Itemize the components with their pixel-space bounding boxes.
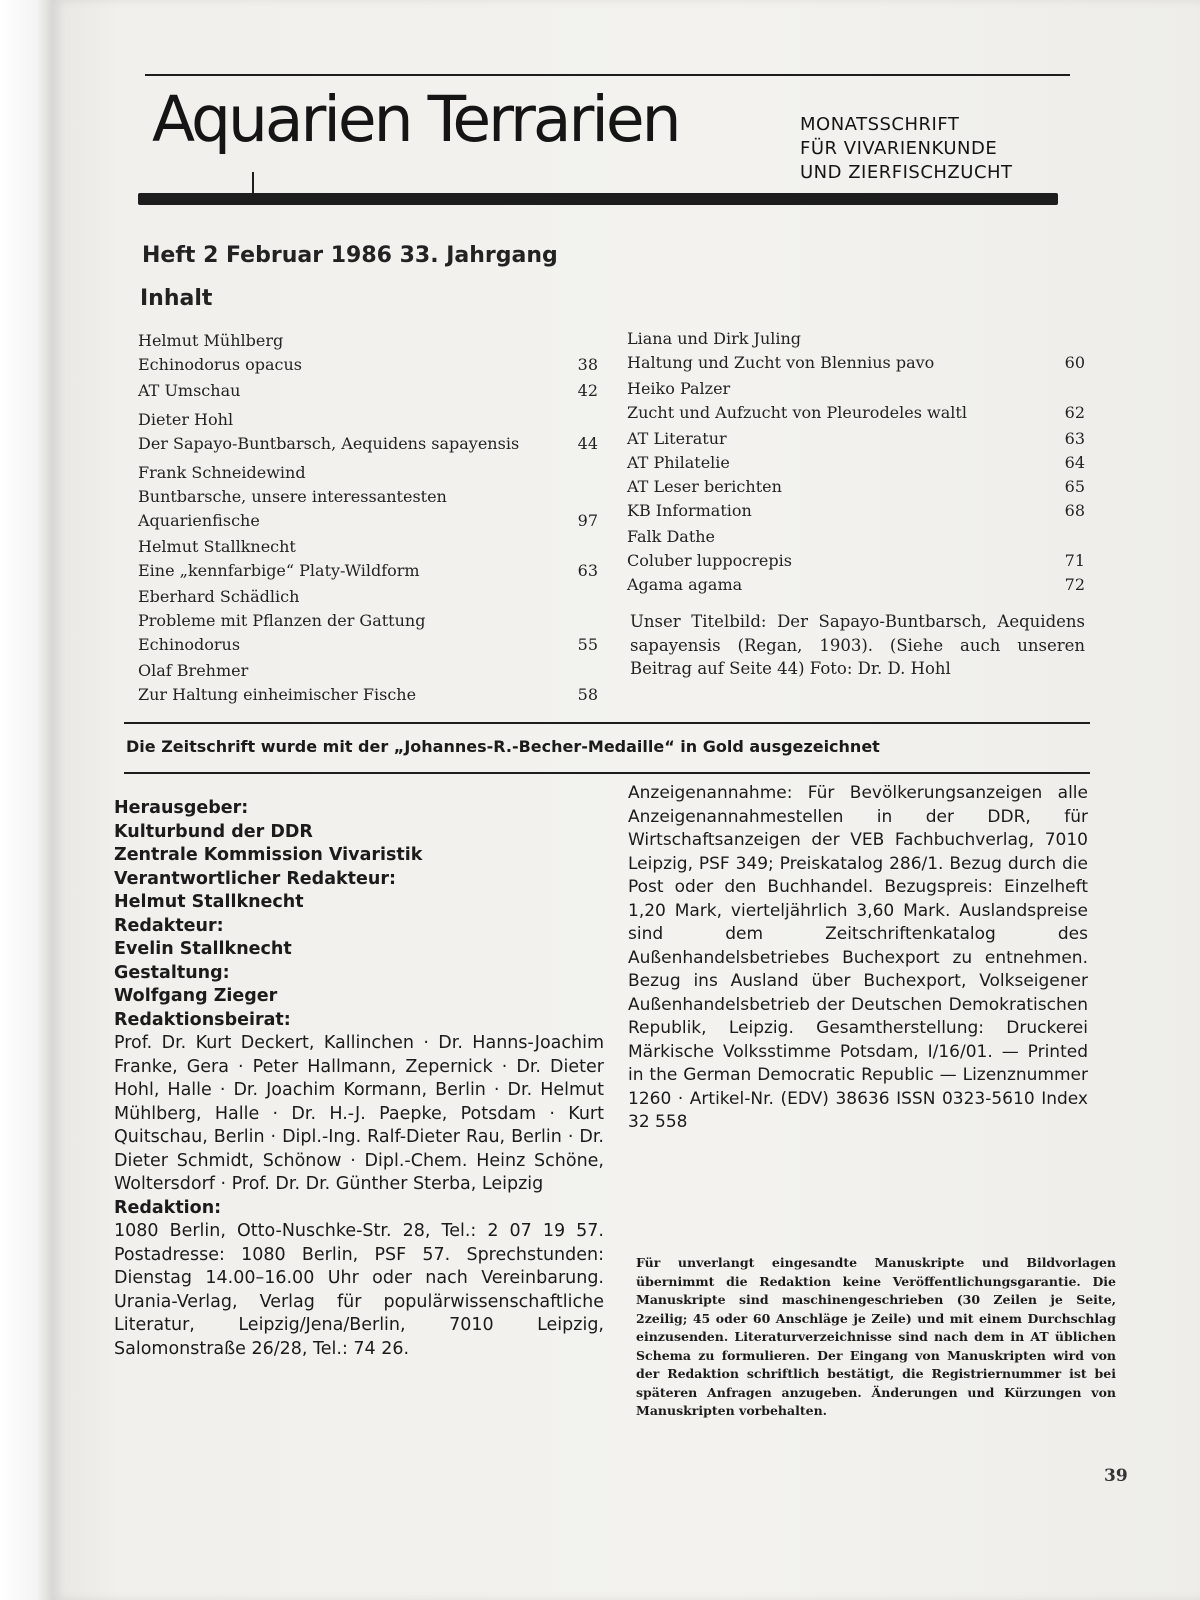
toc-page: 72 [1064,575,1085,594]
toc-author: Olaf Brehmer [138,661,249,680]
toc-title: Eine „kennfarbige“ Platy-Wildform [138,561,420,580]
toc-title: Aquarienfische [138,511,260,530]
manuscript-notice: Für unverlangt eingesandte Manuskripte und Bildvorlagen übernimmt die Redaktion keine Veröffentlichungsgarantie. Die Manuskripte sind maschinengeschrieben (30 Zeilen je Seite, 2zeilig; 45 oder 60 Anschläge je Zeile) und mit einem Durchschlag einzusenden. Literaturverzeichnisse sind nach dem in AT üblichen Schema zu formulieren. Der Eingang von Manuskripten wird von der Redaktion schriftlich bestätigt, die Registriernummer ist bei späteren Anfragen anzugeben. Änderungen und Kürzungen von Manuskripten vorbehalten. [636,1255,1116,1418]
toc-author: Dieter Hohl [138,410,234,429]
toc-title: Probleme mit Pflanzen der Gattung [138,611,426,630]
toc-entry [627,499,1085,523]
toc-author: Helmut Stallknecht [138,537,296,556]
design: Wolfgang Zieger [114,986,278,1006]
toc-entry [138,659,598,707]
toc-title: AT Leser berichten [627,477,782,496]
toc-title: Coluber luppocrepis [627,551,792,570]
toc-title: AT Philatelie [627,453,730,472]
office-details: 1080 Berlin, Otto-Nuschke-Str. 28, Tel.: 2 07 19 57. Postadresse: 1080 Berlin, PSF 57. Sprechstunden: Dienstag 14.00–16.00 Uhr oder nach Vereinbarung. Urania-Verlag, Verlag für populärwissenschaftliche Literatur, Leipzig/Jena/Berlin, 7010 Leipzig, Salomonstraße 26/28, Tel.: 74 26. [114,1221,604,1359]
masthead-top-rule [145,74,1070,76]
toc-entry [627,475,1085,499]
toc-entry [138,379,598,403]
toc-author: Helmut Mühlberg [138,331,284,350]
office-label: Redaktion: [114,1197,222,1218]
toc-page: 42 [577,381,598,400]
magazine-title: Aquarien Terrarien [152,83,679,156]
cover-caption: Unser Titelbild: Der Sapayo-Buntbarsch, Aequidens sapayensis (Regan, 1903). (Siehe auch unseren Beitrag auf Seite 44) Foto: Dr. D. Hohl [630,612,1085,678]
issue-line: Heft 2 Februar 1986 33. Jahrgang [142,243,558,268]
toc-title: Zur Haltung einheimischer Fische [138,685,417,704]
imprint-right: Anzeigenannahme: Für Bevölkerungsanzeigen alle Anzeigenannahmestellen in der DDR, für Wirtschaftsanzeigen der VEB Fachbuchverlag, 7010 Leipzig, PSF 349; Preiskatalog 286/1. Bezug durch die Post oder den Buchhandel. Bezugspreis: Einzelheft 1,20 Mark, vierteljährlich 3,60 Mark. Auslandspreise sind dem Zeitschriftenkatalog des Außenhandelsbetriebes Buchexport zu entnehmen. Bezug ins Ausland über Buchexport, Volkseigener Außenhandelsbetrieb der Deutschen Demokratischen Republik, Leipzig. Gesamtherstellung: Druckerei Märkische Volksstimme Potsdam, I/16/01. — Printed in the German Democratic Republic — Lizenznummer 1260 · Artikel-Nr. (EDV) 38636 ISSN 0323-5610 Index 32 558 [628,783,1088,1132]
toc-author: Eberhard Schädlich [138,587,300,606]
toc-page: 71 [1064,551,1085,570]
award-statement: Die Zeitschrift wurde mit der „Johannes-R.-Becher-Medaille“ in Gold ausgezeichnet [126,737,880,756]
toc-entry [627,573,1085,597]
editor: Evelin Stallknecht [114,939,292,959]
toc-title: Buntbarsche, unsere interessantesten [138,487,447,506]
toc-entry [627,525,1085,573]
toc-title: Der Sapayo-Buntbarsch, Aequidens sapayensis [138,434,520,453]
toc-entry [138,535,598,583]
toc-title: Agama agama [627,575,743,594]
board-label: Redaktionsbeirat: [114,1009,291,1030]
toc-entry [627,451,1085,475]
toc-entry [138,329,598,377]
editor-label: Redakteur: [114,915,224,936]
page-edge-shadow [0,0,52,1600]
toc-title: Echinodorus opacus [138,355,303,374]
toc-page: 97 [577,511,598,530]
imprint-left [114,797,604,1361]
masthead-stem [252,172,254,194]
masthead-bottom-rule [138,193,1058,205]
subtitle-line: MONATSSCHRIFT [800,114,960,135]
design-label: Gestaltung: [114,962,230,983]
toc-page: 63 [577,561,598,580]
toc-entry [138,408,598,456]
toc-author: Heiko Palzer [627,379,731,398]
toc-page: 68 [1064,501,1085,520]
toc-page: 62 [1064,403,1085,422]
toc-page: 60 [1064,353,1085,372]
toc-title: Zucht und Aufzucht von Pleurodeles waltl [627,403,967,422]
toc-entry [627,377,1085,425]
toc-entry [138,461,598,533]
toc-entry [138,585,598,657]
award-bottom-rule [124,772,1090,774]
board-members: Prof. Dr. Kurt Deckert, Kallinchen · Dr. Hanns-Joachim Franke, Gera · Peter Hallmann, Zepernick · Dr. Dieter Hohl, Halle · Dr. Joachim Kormann, Berlin · Dr. Helmut Mühlberg, Halle · Dr. H.-J. Paepke, Potsdam · Kurt Quitschau, Berlin · Dipl.-Ing. Ralf-Dieter Rau, Berlin · Dr. Dieter Schmidt, Schönow · Dipl.-Chem. Heinz Schöne, Woltersdorf · Prof. Dr. Dr. Günther Sterba, Leipzig [114,1033,604,1194]
toc-entry [627,327,1085,375]
subtitle-line: UND ZIERFISCHZUCHT [800,162,1013,183]
chief-editor-label: Verantwortlicher Redakteur: [114,868,396,889]
publisher-line: Zentrale Kommission Vivaristik [114,845,423,865]
toc-author: Frank Schneidewind [138,463,306,482]
toc-page: 65 [1064,477,1085,496]
toc-page: 55 [577,635,598,654]
magazine-subtitle [800,113,1013,185]
toc-title: AT Literatur [627,429,727,448]
toc-title: Haltung und Zucht von Blennius pavo [627,353,935,372]
subtitle-line: FÜR VIVARIENKUNDE [800,138,998,159]
toc-page: 63 [1064,429,1085,448]
publisher-line: Kulturbund der DDR [114,821,313,842]
publisher-label: Herausgeber: [114,798,249,818]
page-number: 39 [1104,1466,1128,1486]
toc-title: KB Information [627,501,752,520]
toc-author: Falk Dathe [627,527,716,546]
toc-title: AT Umschau [138,381,241,400]
toc-page: 64 [1064,453,1085,472]
toc-right [627,327,1085,599]
toc-page: 44 [577,434,598,453]
toc-page: 58 [577,685,598,704]
toc-left [138,329,598,709]
toc-entry [627,427,1085,451]
award-top-rule [124,722,1090,724]
contents-heading: Inhalt [140,286,213,311]
toc-page: 38 [577,355,598,374]
toc-title: Echinodorus [138,635,241,654]
toc-author: Liana und Dirk Juling [627,329,802,348]
chief-editor: Helmut Stallknecht [114,892,304,912]
